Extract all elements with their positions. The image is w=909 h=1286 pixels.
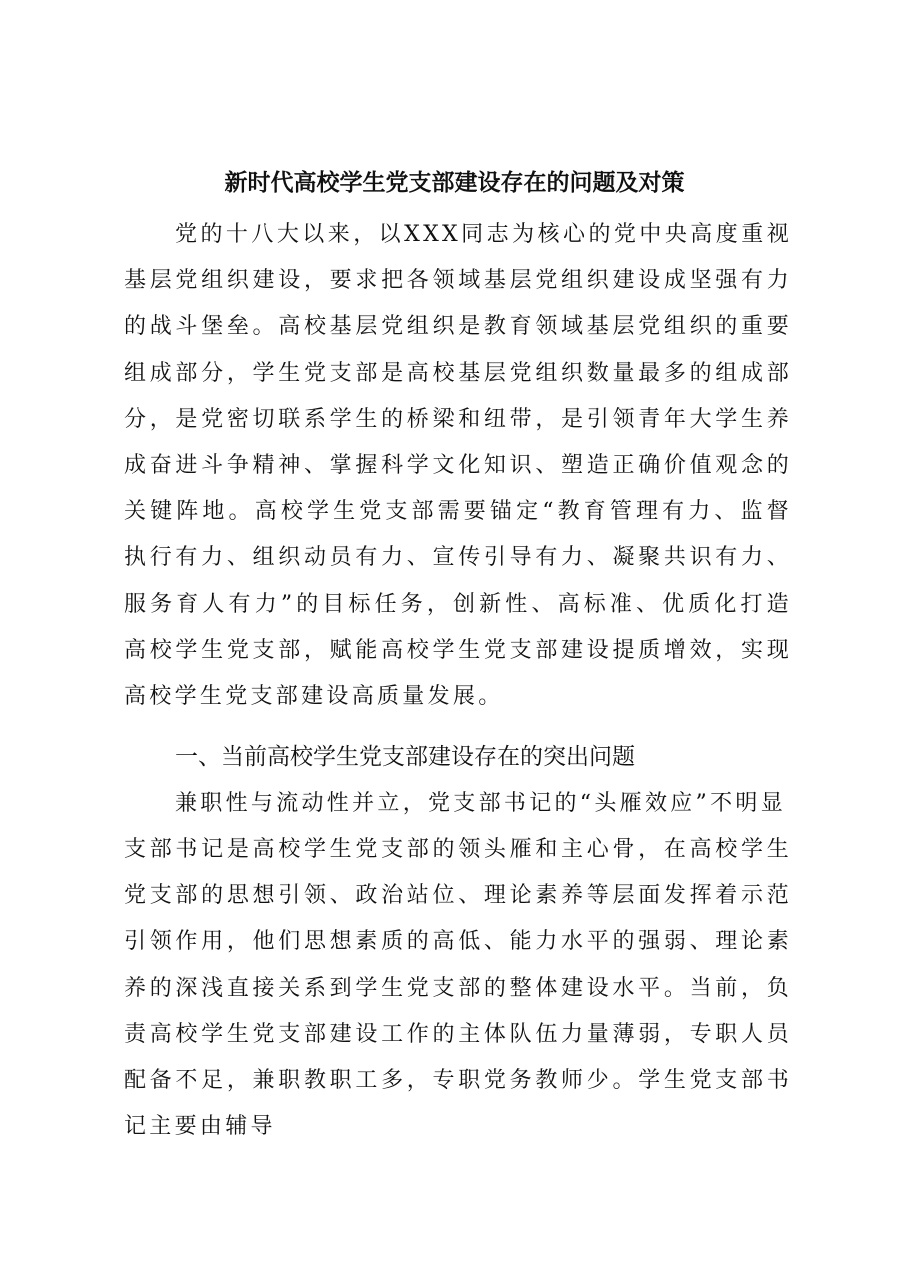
document-title: 新时代高校学生党支部建设存在的问题及对策 [224, 169, 685, 196]
intro-paragraph: 党的十八大以来，以XXX同志为核心的党中央高度重视基层党组织建设，要求把各领域基层党组织建设成坚强有力的战斗堡垒。高校基层党组织是教育领域基层党组织的重要组成部分，学生党支部是高校基层党组织数量最多的组成部分，是党密切联系学生的桥梁和纽带，是引领青年大学生养成奋进斗争精神、掌握科学文化知识、塑造正确价值观念的关键阵地。高校学生党支部需要锚定“教育管理有力、监督执行有力、组织动员有力、宣传引导有力、凝聚共识有力、服务育人有力”的目标任务，创新性、高标准、优质化打造高校学生党支部，赋能高校学生党支部建设提质增效，实现高校学生党支部建设高质量发展。 [124, 222, 792, 710]
subheading: 兼职性与流动性并立，党支部书记的“头雁效应”不明显 [175, 791, 786, 816]
body-paragraph: 支部书记是高校学生党支部的领头雁和主心骨，在高校学生党支部的思想引领、政治站位、理论素养等层面发挥着示范引领作用，他们思想素质的高低、能力水平的强弱、理论素养的深浅直接关系到学生党支部的整体建设水平。当前，负责高校学生党支部建设工作的主体队伍力量薄弱，专职人员配备不足，兼职教职工多，专职党务教师少。学生党支部书记主要由辅导 [124, 837, 792, 1140]
section-heading: 一、当前高校学生党支部建设存在的突出问题 [175, 744, 635, 770]
